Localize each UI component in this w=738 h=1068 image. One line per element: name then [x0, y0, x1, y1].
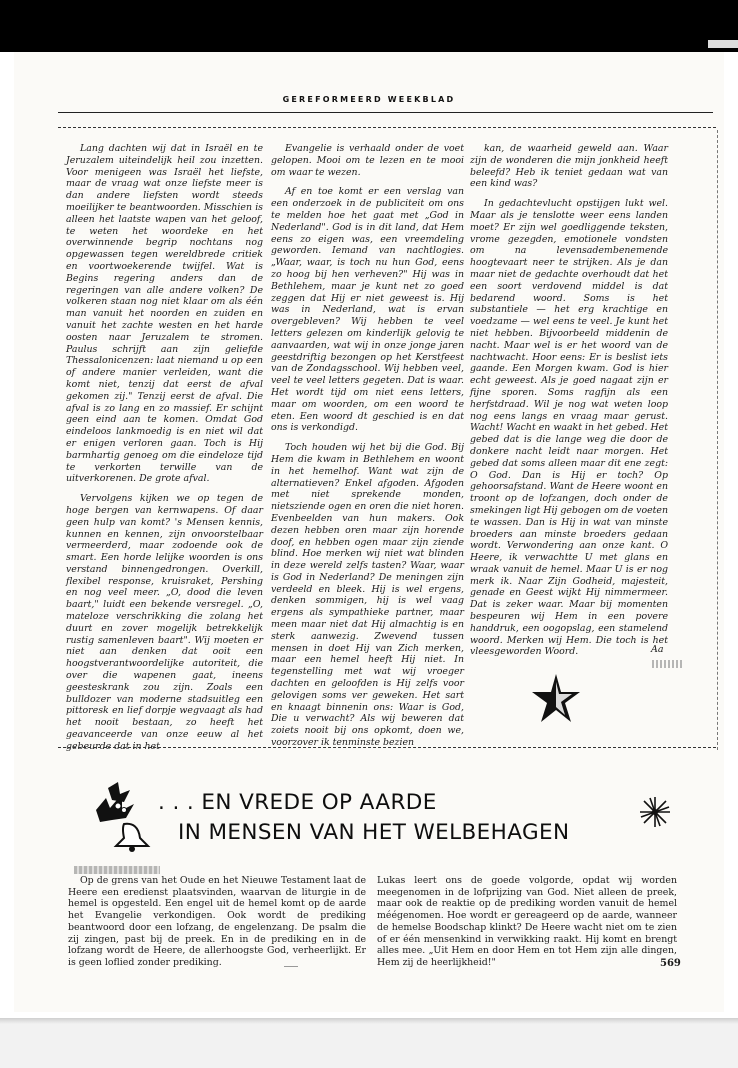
- paragraph: Vervolgens kijken we op tegen de hoge bergen van kernwapens. Of daar geen hulp van komt? 's Mensen kennis, kunnen en kennen, zijn onvoorstelbaar vermeerderd, maar zodoende ook de smart. Een horde lelijke woorden is ons verstand binnengedrongen. Overkill, flexibel response, kruisraket, Pershing en nog veel meer. „O, dood die leven baart," luidt een bekende versregel. „O, mateloze verschrikking die zolang het duurt en zover mogelijk betrekkelijk rustig samenleven baart". Wij moeten er niet aan denken dat ooit een hoogstverantwoordelijke autoriteit, die over die wapenen gaat, ineens geesteskrank zou zijn. Zoals een bulldozer van moderne stadsuitleg een pittoresk en lief dorpje wegvaagt als had het nooit bestaan, zo heeft het geavanceerde van onze eeuw al het gebeurde dat in het: [66, 493, 263, 752]
- intro-column-left: [68, 875, 366, 969]
- header-rule: [58, 112, 713, 113]
- headline-line-1: . . . EN VREDE OP AARDE: [158, 790, 437, 815]
- paragraph: Toch houden wij het bij die God. Bij Hem die kwam in Bethlehem en woont in het hemelhof. Want wat zijn de alternatieven? Enkel afgoden. Afgoden met niet sprekende monden, nietsziende ogen en oren die niet horen. Evenbeelden van hun makers. Ook dezen hebben oren maar zijn horende doof, en hebben ogen maar zijn ziende blind. Hoe merken wij niet wat blinden in deze wereld zelfs tasten? Waar, waar is God in Nederland? De meningen zijn verdeeld en bleek. Hij is wel ergens, denken sommigen, hij is wel vaag ergens als sympathieke partner, maar meen maar niet dat Hij almachtig is en sterk aanwezig. Zwevend tussen mensen in doet Hij van Zich merken, maar een hemel heeft Hij niet. In tegenstelling met wat wij vroeger dachten en geloofden is Hij zelfs voor gelovigen soms ver geweken. Het sart en knaagt binnenin ons: Waar is God, Die u verwacht? Als wij beweren dat zoiets nooit bij ons opkomt, doen we, voorzover ik tenminste bezien: [271, 442, 464, 749]
- scan-bottom-strip: [0, 1018, 738, 1068]
- author-signature: Aa: [651, 644, 664, 655]
- headline-line-2: IN MENSEN VAN HET WELBEHAGEN: [178, 820, 570, 845]
- divider-mark: [284, 966, 298, 967]
- paragraph: Evangelie is verhaald onder de voet gelopen. Mooi om te lezen en te mooi om waar te wezen.: [271, 143, 464, 178]
- paragraph: kan, de waarheid geweld aan. Waar zijn de wonderen die mijn jonkheid heeft beleefd? Heb ik teniet gedaan wat van een kind was?: [470, 143, 668, 190]
- section-dashed-rule: [58, 747, 716, 748]
- page-number: 569: [660, 958, 681, 969]
- star-ornament-icon: [530, 672, 582, 724]
- snowflake-icon: [638, 795, 672, 829]
- running-header: GEREFORMEERD WEEKBLAD: [282, 95, 456, 104]
- margin-line: [717, 130, 718, 750]
- column-1: [66, 143, 263, 761]
- holly-bell-icon: [88, 780, 158, 855]
- print-smudge: [74, 866, 160, 874]
- paragraph: Af en toe komt er een verslag van een onderzoek in de publiciteit om ons te melden hoe het gaat met „God in Nederland". God is in dit land, dat Hem eens zo eigen was, een vreemdeling geworden. Iemand van nachtlogies. „Waar, waar, is toch nu hun God, eens zo hoog bij hen verheven?" Hij was in Bethlehem, maar je kunt net zo goed zeggen dat Hij er niet geweest is. Hij was in Nederland, wat is ervan overgebleven? Wij hebben te veel letters gelezen om kinderlijk gelovig te aanvaarden, wat wij in onze jonge jaren geestdriftig bezongen op het Kerstfeest van de Zondagsschool. Wij hebben veel, veel te veel letters gegeten. Dat is waar. Het wordt tijd om niet eens letters, maar om woorden, om een woord te eten. Een woord dt geschied is en dat ons is verkondigd.: [271, 186, 464, 434]
- paragraph: Lukas leert ons de goede volgorde, opdat wij worden meegenomen in de lofprijzing van God. Niet alleen de preek, maar ook de reaktie op de prediking worden vanuit de hemel méégenomen. Hoe wordt er gereageerd op de aarde, wanneer de hemelse Boodschap klinkt? De Heere wacht niet om te zien of er één mensenkind in verwikking raakt. Hij komt en brengt alles mee. „Uit Hem en door Hem en tot Hem zijn alle dingen, Hem zij de heerlijkheid!": [377, 875, 677, 968]
- print-smudge: [652, 660, 682, 668]
- column-3: [470, 143, 668, 666]
- column-2: [271, 143, 464, 757]
- paragraph: Lang dachten wij dat in Israël en te Jeruzalem uiteindelijk heil zou inzetten. Voor menigeen was Israël het liefste, maar de vraag wat onze liefste meer is dan andere liefsten wordt steeds moeilijker te beantwoorden. Misschien is alleen het laatste wapen van het geloof, te weten het woordeke en het overwinnende begrip nochtans nog opgewassen tegen wereldbrede critiek en voortwoekerende twijfel. Wat is Begins regering anders dan de regeringen van alle andere volken? De volkeren staan nog niet klaar om als één man vanuit het noorden en zuiden en vanuit het zachte westen en het harde oosten naar Jeruzalem te stromen. Paulus schrijft aan zijn geliefde Thessalonicenzen: laat niemand u op een of andere manier verleiden, want die komt niet, tenzij dat eerst de afval gekomen zij." Tenzij eerst de afval. Die afval is zo lang en zo massief. Er schijnt geen eind aan te komen. Omdat God eindeloos lankmoedig is en niet wil dat er enigen verloren gaan. Toch is Hij barmhartig genoeg om die eindeloze tijd te verkorten terwille van de uitverkorenen. De grote afval.: [66, 143, 263, 485]
- top-dashed-rule: [58, 127, 716, 128]
- scan-top-border: [0, 0, 738, 52]
- paragraph: In gedachtevlucht opstijgen lukt wel. Maar als je tenslotte weer eens landen moet? Er zijn wel goedliggende teksten, vrome gezegden, emotionele vondsten om na levensadembenemende hoogtevaart neer te strijken. Als je dan maar niet de gedachte overhoudt dat het een soort verdovend middel is dat bedarend woord. Soms is het substantiele — het erg krachtige en voedzame — wel eens te veel. Je kunt het niet hebben. Bijvoorbeeld middenin de nacht. Maar wel is er het woord van de nachtwacht. Hoor eens: Er is beslist iets gaande. Een Morgen kwam. God is hier echt geweest. Als je goed nagaat zijn er fijne sporen. Soms ragfijn als een herfstdraad. Wil je nog wat weten loop nog eens langs en vraag maar gerust. Wacht! Wacht en waakt in het gebed. Het gebed dat is die lange weg die door de donkere nacht leidt naar morgen. Het gebed dat soms alleen maar dit ene zegt: O God. Dan is Hij er toch? Op gehoorsafstand. Want de Heere woont en troont op de lofzangen, doch onder de smekingen ligt Hij gebogen om de voeten te wassen. Dan is Hij in wat van minste broeders aan minste broeders gedaan wordt. Verwondering aan onze kant. O Heere, ik verwachtte U met glans en wraak vanuit de hemel. Maar U is er nog merk ik. Naar Zijn Godheid, majesteit, genade en Geest wijkt Hij nimmermeer. Dat is zeker waar. Maar bij momenten bespeuren wij Hem in een povere handdruk, een oogopslag, een stamelend woord. Merken wij Hem. Die toch is het vleesgeworden Woord.: [470, 198, 668, 658]
- paragraph: Op de grens van het Oude en het Nieuwe Testament laat de Heere een eredienst plaatsvinden, waarvan de liturgie in de hemel is opgesteld. Een engel uit de hemel komt op de aarde het Evangelie verkondigen. Ook wordt de prediking beantwoord door een lofzang, de engelenzang. De psalm die zij zingen, past bij de preek. En in de prediking en in de lofzang wordt de Heere, de allerhoogste God, verheerlijkt. Er is geen loflied zonder prediking.: [68, 875, 366, 968]
- intro-column-right: [377, 875, 677, 969]
